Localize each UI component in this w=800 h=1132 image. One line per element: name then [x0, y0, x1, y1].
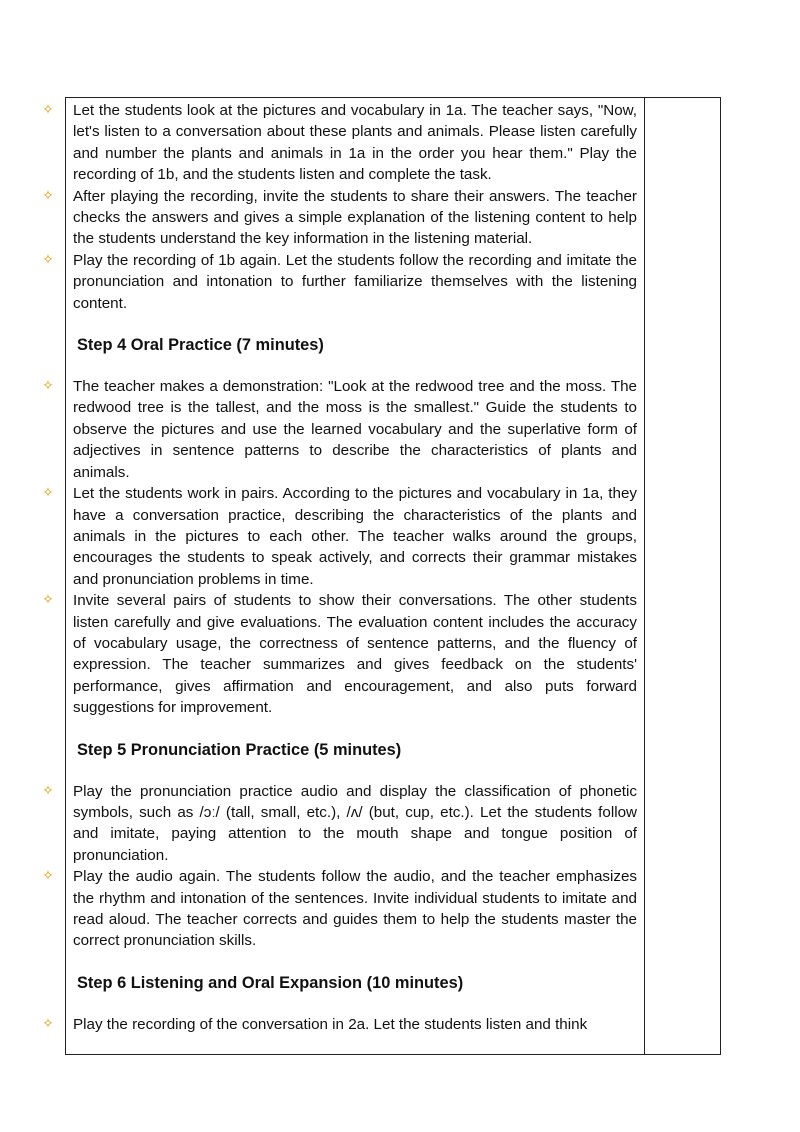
- step-heading: Step 5 Pronunciation Practice (5 minutes): [77, 740, 402, 759]
- list-item-text: Play the audio again. The students follow the audio, and the teacher emphasizes the rhythm and intonation of the sentences. Invite individual students to imitate and read aloud. The teacher corrects and guides them to help the students master the correct pronunciation skills.: [73, 868, 637, 950]
- list-item: [42, 250, 637, 314]
- list-item: [42, 590, 637, 718]
- procedure-cell: [42, 98, 644, 1035]
- list-item: [42, 866, 637, 952]
- list-item-text: Play the recording of the conversation in 2a. Let the students listen and think: [73, 1015, 588, 1033]
- diamond-bullet-icon: ✧: [42, 378, 54, 395]
- list-item-text: Let the students look at the pictures and vocabulary in 1a. The teacher says, "Now, let's listen to a conversation about these plants and animals. Please listen carefully and number the plants and animals in 1a in the order you hear them." Play the recording of 1b, and the students listen and complete the task.: [73, 102, 637, 184]
- diamond-bullet-icon: ✧: [42, 251, 54, 268]
- diamond-bullet-icon: ✧: [42, 1015, 54, 1032]
- diamond-bullet-icon: ✧: [42, 102, 54, 118]
- list-item-text: The teacher makes a demonstration: "Look at the redwood tree and the moss. The redwood tree is the tallest, and the moss is the smallest." Guide the students to observe the pictures and use the learned vocabulary and the superlative form of adjectives in sentence patterns to describe the characteristics of plants and animals.: [73, 378, 637, 481]
- column-divider: [644, 98, 645, 1054]
- list-item: [42, 376, 637, 483]
- list-item: [42, 483, 637, 590]
- diamond-bullet-icon: ✧: [42, 782, 54, 799]
- diamond-bullet-icon: ✧: [42, 187, 54, 204]
- lesson-plan-table: [42, 97, 721, 1055]
- list-item-text: Play the pronunciation practice audio and display the classification of phonetic symbols, such as /ɔː/ (tall, small, etc.), /ʌ/ (but, cup, etc.). Let the students follow and imitate, paying attention to the mouth shape and tongue position of pronunciation.: [73, 782, 637, 864]
- diamond-bullet-icon: ✧: [42, 592, 54, 609]
- diamond-bullet-icon: ✧: [42, 485, 54, 502]
- step-heading: Step 4 Oral Practice (7 minutes): [77, 336, 324, 355]
- list-item: [42, 781, 637, 867]
- list-item: [42, 186, 637, 250]
- list-item: [42, 1014, 637, 1035]
- list-item-text: Let the students work in pairs. According to the pictures and vocabulary in 1a, they have a conversation practice, describing the characteristics of the plants and animals in the pictures to each other. The teacher walks around the groups, encourages the students to speak actively, and corrects their grammar mistakes and pronunciation problems in time.: [73, 485, 637, 588]
- list-item: [42, 100, 637, 186]
- list-item-text: After playing the recording, invite the students to share their answers. The teacher checks the answers and gives a simple explanation of the listening content to help the students understand the key information in the listening material.: [73, 187, 637, 248]
- diamond-bullet-icon: ✧: [42, 868, 54, 885]
- list-item-text: Invite several pairs of students to show their conversations. The other students listen carefully and give evaluations. The evaluation content includes the accuracy of vocabulary usage, the correctness of sentence patterns, and the fluency of expression. The teacher summarizes and gives feedback on the students' performance, gives affirmation and encouragement, and also puts forward suggestions for improvement.: [73, 592, 637, 717]
- list-item-text: Play the recording of 1b again. Let the students follow the recording and imitate the pronunciation and intonation to further familiarize themselves with the listening content.: [73, 251, 637, 312]
- step-heading: Step 6 Listening and Oral Expansion (10 minutes): [77, 973, 464, 992]
